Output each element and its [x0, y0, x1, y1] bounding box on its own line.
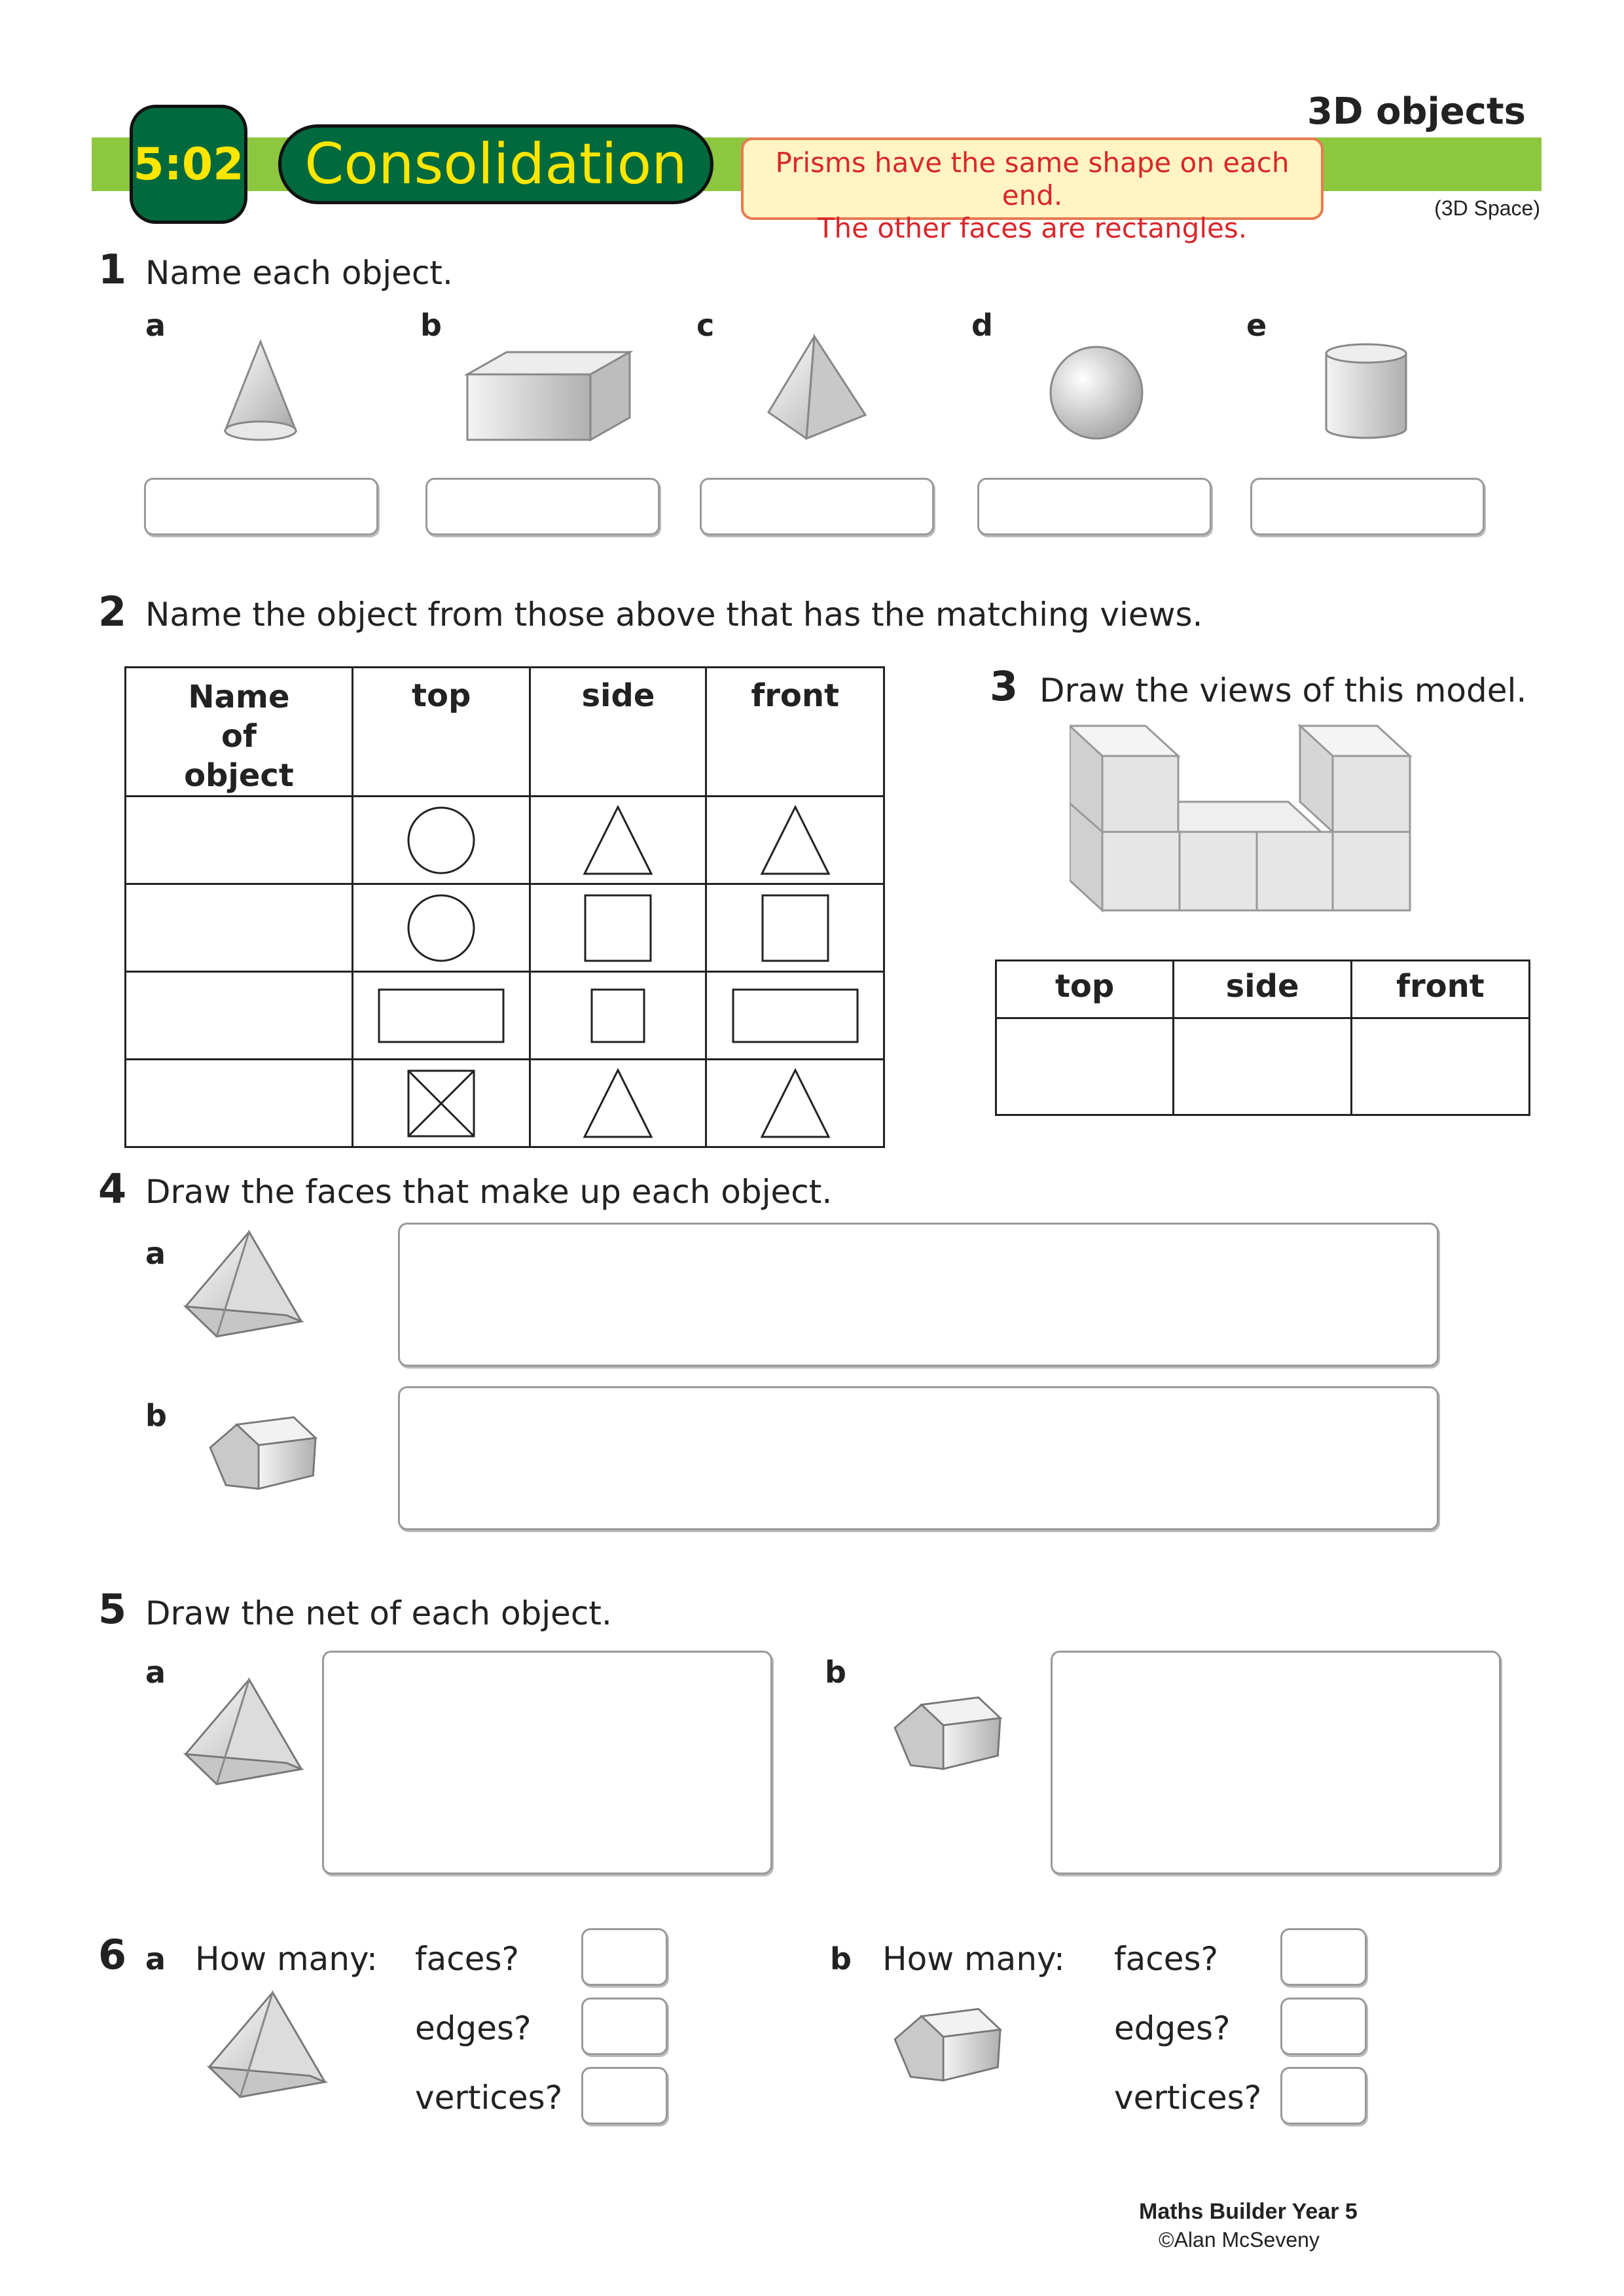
col-header-front: front [706, 668, 884, 797]
cone-icon [221, 339, 300, 444]
q6-label-b: b [830, 1941, 852, 1977]
row-3-name-cell[interactable] [126, 972, 353, 1060]
cylinder-icon [1322, 340, 1411, 442]
q3-header-front: front [1351, 961, 1529, 1018]
q6-label-a: a [145, 1941, 166, 1977]
rectangle-view-icon [731, 988, 859, 1044]
col-header-top: top [352, 668, 530, 797]
q1-answer-e[interactable] [1250, 478, 1485, 535]
footer-book-title: Maths Builder Year 5 [1139, 2199, 1358, 2224]
strand-label: (3D Space) [1434, 196, 1540, 220]
q4-label-b: b [145, 1398, 167, 1433]
q6b-edges-input[interactable] [1280, 1998, 1367, 2055]
square-view-icon [761, 893, 830, 963]
q1-answer-a[interactable] [144, 478, 378, 535]
q3-side-drawing-cell[interactable] [1174, 1018, 1352, 1115]
q6a-vertices-input[interactable] [581, 2067, 668, 2125]
q6b-vertices-input[interactable] [1280, 2067, 1367, 2125]
section-code-badge: 5:02 [130, 105, 247, 224]
hint-line-2: The other faces are rectangles. [817, 212, 1248, 244]
q1-label-c: c [696, 308, 715, 343]
q4-drawing-box-a[interactable] [398, 1223, 1439, 1367]
rectangular-prism-icon [463, 347, 634, 445]
q6a-vertices-label: vertices? [415, 2079, 563, 2117]
square-diagonals-view-icon [406, 1069, 476, 1138]
q6b-faces-input[interactable] [1280, 1928, 1367, 1986]
pentagonal-prism-icon [888, 2003, 1009, 2088]
cube-model-icon [1070, 723, 1416, 913]
circle-view-icon [405, 892, 477, 964]
hint-line-1: Prisms have the same shape on each end. [775, 147, 1290, 211]
question-number-2: 2 [98, 588, 127, 636]
q6b-vertices-label: vertices? [1114, 2079, 1262, 2117]
question-3-text: Draw the views of this model. [1039, 672, 1527, 709]
triangle-view-icon [582, 804, 654, 876]
q3-views-table [995, 960, 1530, 1116]
col-header-side: side [530, 668, 706, 797]
footer-copyright: ©Alan McSeveny [1159, 2228, 1320, 2251]
triangular-pyramid-icon [204, 1988, 329, 2101]
question-1-text: Name each object. [145, 254, 453, 292]
q6b-prompt: How many: [882, 1940, 1065, 1978]
q6a-edges-input[interactable] [581, 1998, 668, 2055]
row-2-name-cell[interactable] [126, 884, 353, 972]
triangular-pyramid-icon [181, 1228, 305, 1340]
page-title: Consolidation [278, 124, 713, 204]
q1-answer-b[interactable] [425, 478, 660, 535]
pentagonal-prism-icon [888, 1691, 1009, 1776]
table-row [126, 972, 884, 1060]
q4-drawing-box-b[interactable] [398, 1386, 1439, 1530]
question-5-text: Draw the net of each object. [145, 1594, 612, 1632]
triangle-view-icon [759, 804, 831, 876]
square-pyramid-icon [765, 334, 869, 442]
q5-label-b: b [825, 1655, 846, 1690]
q3-top-drawing-cell[interactable] [996, 1018, 1174, 1115]
triangle-view-icon [582, 1067, 654, 1139]
q6b-faces-label: faces? [1114, 1940, 1219, 1978]
q1-label-b: b [420, 308, 442, 343]
row-4-name-cell[interactable] [126, 1060, 353, 1147]
triangle-view-icon [759, 1067, 831, 1139]
question-number-4: 4 [98, 1165, 127, 1213]
table-row [126, 797, 884, 884]
q3-header-side: side [1174, 961, 1352, 1018]
views-table [124, 666, 885, 1148]
topic-title: 3D objects [1307, 90, 1526, 133]
col-header-name: Name of object [126, 668, 353, 797]
question-number-5: 5 [98, 1585, 127, 1633]
question-2-text: Name the object from those above that has the matching views. [145, 596, 1203, 634]
q6a-edges-label: edges? [415, 2009, 532, 2047]
circle-view-icon [405, 804, 477, 876]
q5-net-box-b[interactable] [1051, 1651, 1501, 1874]
question-number-6: 6 [98, 1931, 127, 1979]
q5-label-a: a [145, 1655, 166, 1690]
q3-front-drawing-cell[interactable] [1351, 1018, 1529, 1115]
q1-label-a: a [145, 308, 166, 343]
q6a-prompt: How many: [195, 1940, 378, 1978]
hint-box [741, 137, 1324, 244]
q5-net-box-a[interactable] [322, 1651, 772, 1874]
square-view-icon [590, 988, 646, 1044]
question-4-text: Draw the faces that make up each object. [145, 1173, 833, 1211]
square-view-icon [583, 893, 653, 963]
q1-answer-d[interactable] [977, 478, 1212, 535]
q6a-faces-label: faces? [415, 1940, 520, 1978]
q6a-faces-input[interactable] [581, 1928, 668, 1986]
sphere-icon [1047, 344, 1146, 442]
rectangle-view-icon [377, 988, 505, 1044]
q3-header-top: top [996, 961, 1174, 1018]
row-1-name-cell[interactable] [126, 797, 353, 884]
pentagonal-prism-icon [203, 1411, 324, 1496]
q1-label-d: d [971, 308, 993, 343]
table-row [126, 1060, 884, 1147]
triangular-pyramid-icon [181, 1676, 305, 1788]
q4-label-a: a [145, 1236, 166, 1271]
question-number-1: 1 [98, 245, 127, 293]
q1-label-e: e [1246, 308, 1267, 343]
table-row [126, 884, 884, 972]
q6b-edges-label: edges? [1114, 2009, 1231, 2047]
question-number-3: 3 [990, 662, 1019, 710]
q1-answer-c[interactable] [700, 478, 934, 535]
